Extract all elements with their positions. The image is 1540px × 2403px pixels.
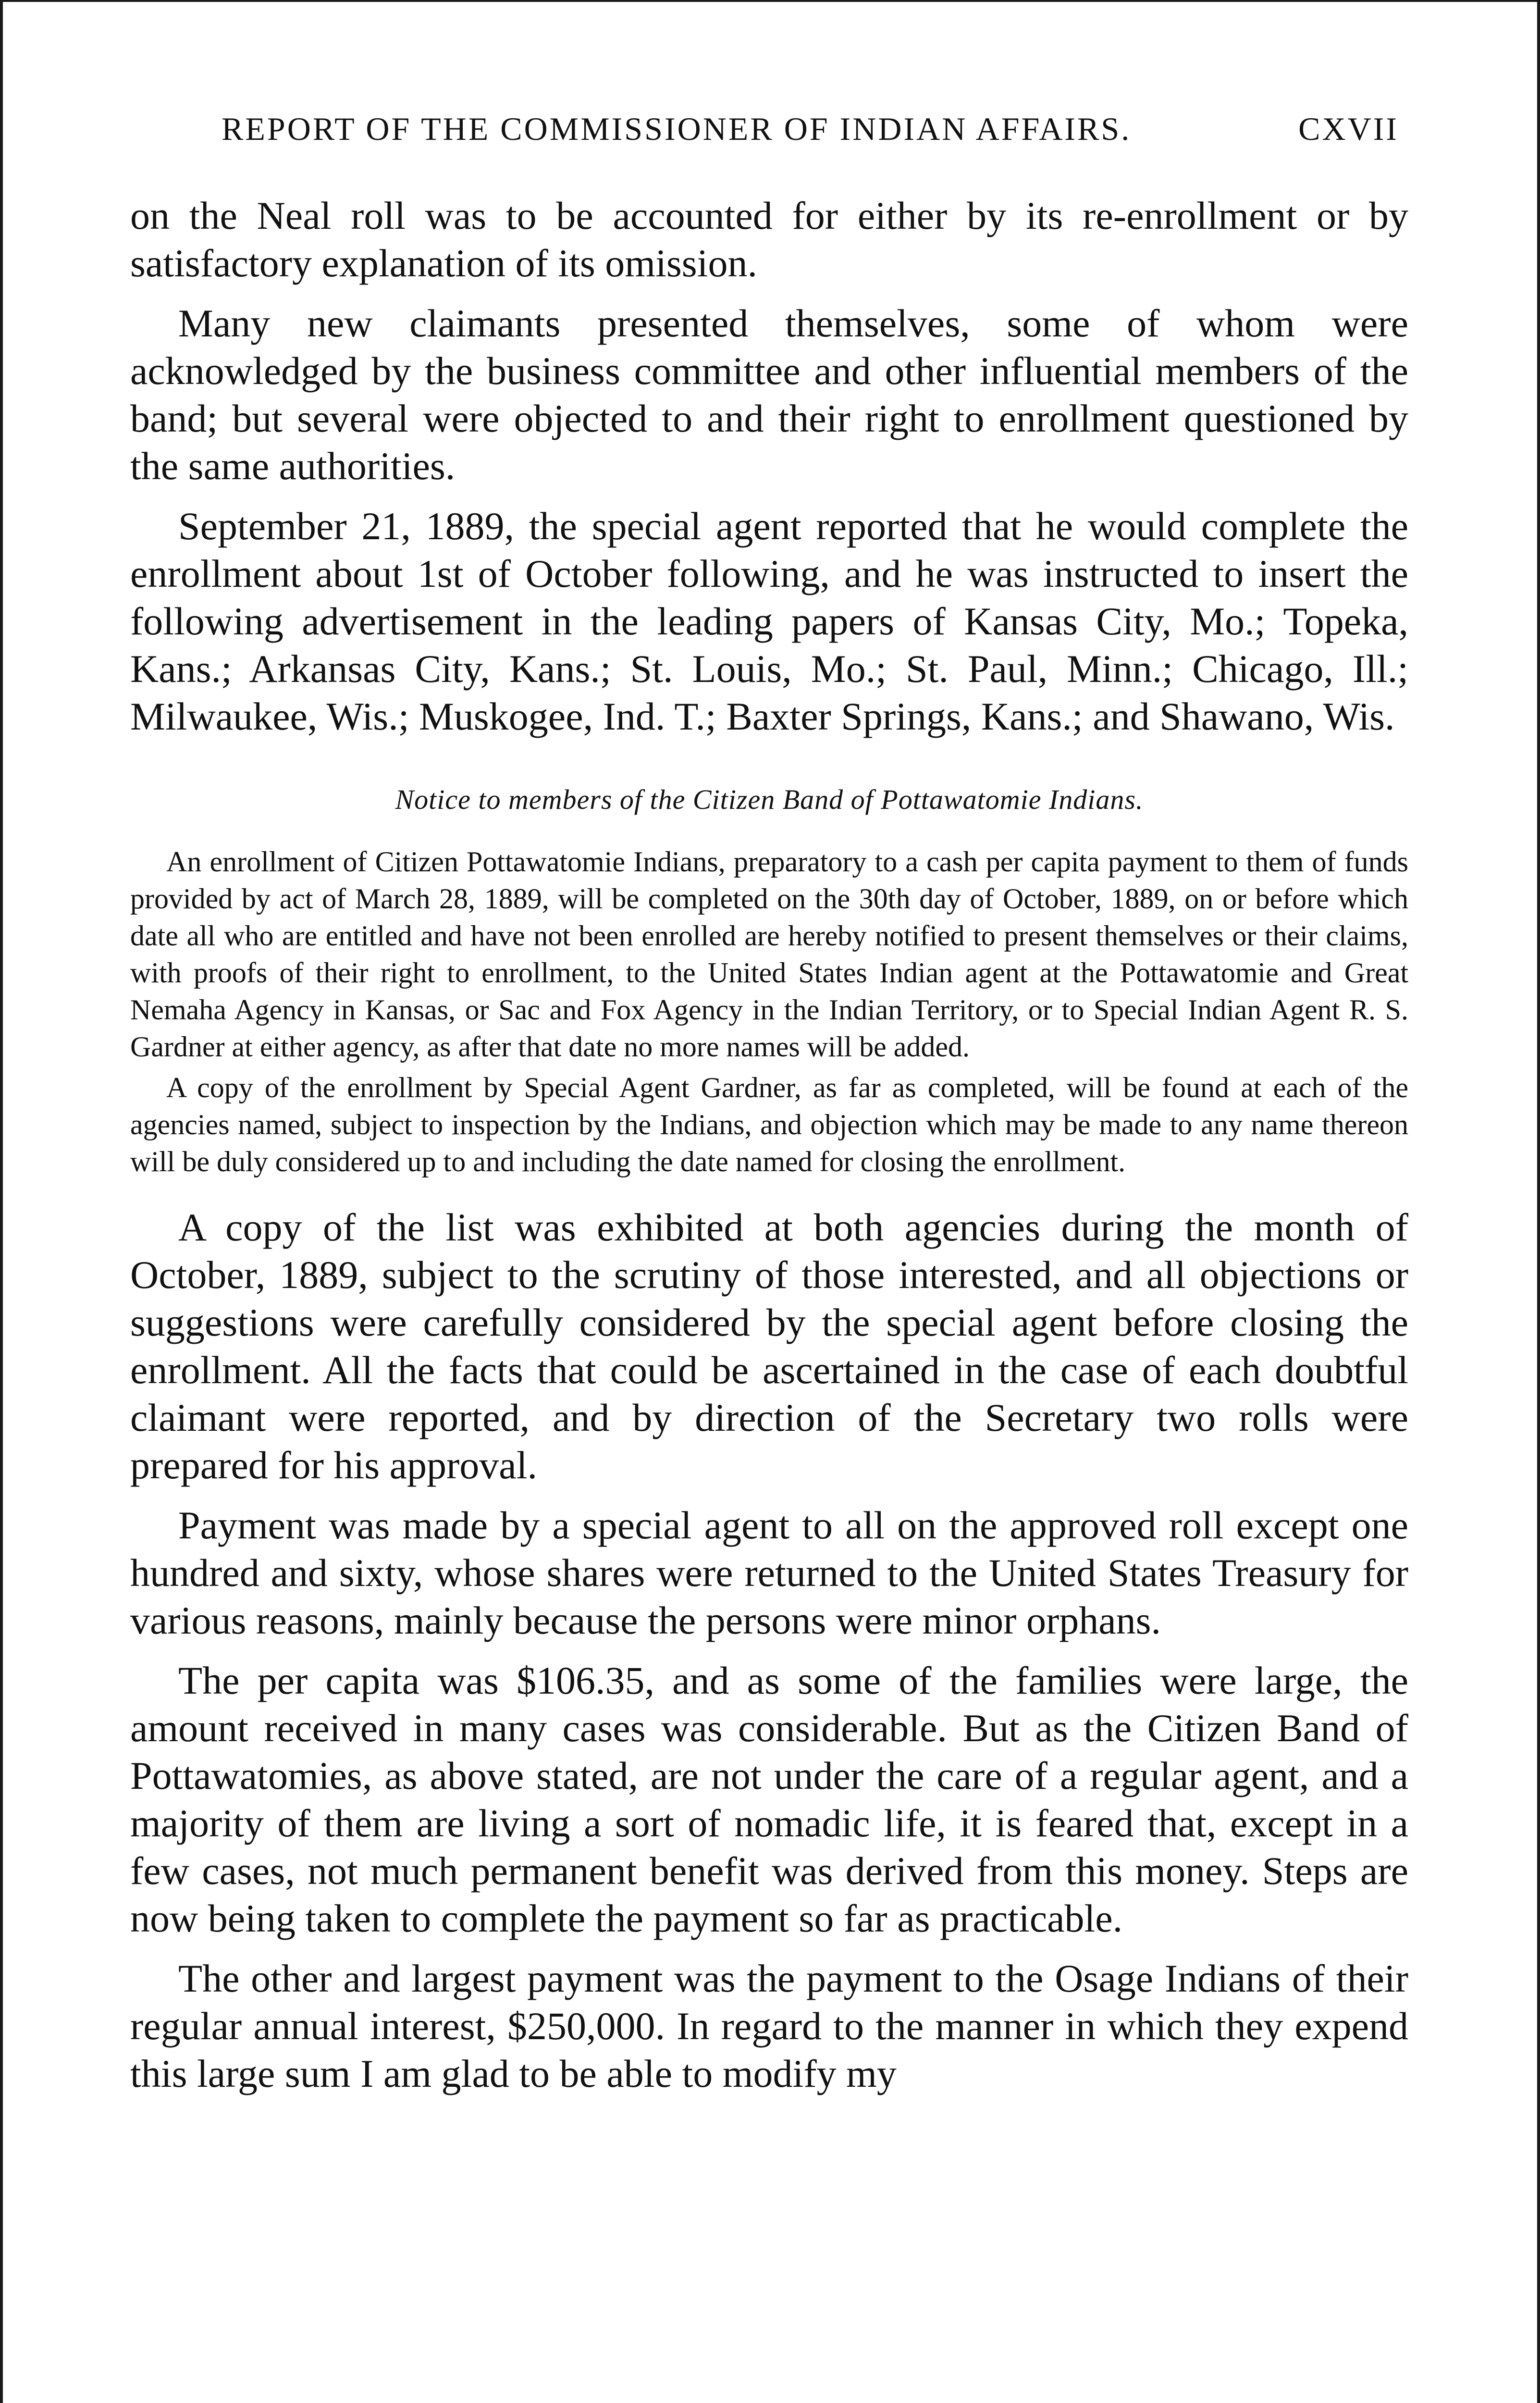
paragraph-payment: Payment was made by a special agent to all on the approved roll except one hundred and sixty, whose shares were returned to the United States Treasury for various reasons, mainly because the persons were minor orphans. [130,1503,1408,1642]
paragraph-per-capita: The per capita was $106.35, and as some of the families were large, the amount received in many cases was considerable. But as the Citizen Band of Pottawatomies, as above stated, are not under the care of a regular agent, and a majority of them are living a sort of nomadic life, it is feared that, except in a few cases, not much permanent benefit was derived from this money. Steps are now being taken to complete the payment so far as practicable. [130,1659,1408,1940]
page-number: CXVII [1298,111,1399,147]
running-header [222,110,1399,163]
notice-paragraph-copy: A copy of the enrollment by Special Agent Gardner, as far as completed, will be found at each of the agencies named, subject to inspection by the Indians, and objection which may be made to any name thereon will be duly considered up to and including the date named for closing the enrollment. [130,1072,1408,1177]
paragraph-new-claimants: Many new claimants presented themselves, some of whom were acknowledged by the business committee and other influential members of the band; but several were objected to and their right to enrollment questioned by the same authorities. [130,301,1408,488]
notice-paragraph-enrollment: An enrollment of Citizen Pottawatomie Indians, preparatory to a cash per capita payment to them of funds provided by act of March 28, 1889, will be completed on the 30th day of October, 1889, on or before which date all who are entitled and have not been enrolled are hereby notified to present themselves or their claims, with proofs of their right to enrollment, to the United States Indian agent at the Pottawatomie and Great Nemaha Agency in Kansas, or Sac and Fox Agency in the Indian Territory, or to Special Indian Agent R. S. Gardner at either agency, as after that date no more names will be added. [130,846,1408,1063]
notice-heading: Notice to members of the Citizen Band of Pottawatomie Indians. [395,784,1144,815]
running-head-title: REPORT OF THE COMMISSIONER OF INDIAN AFFAIRS. [222,111,1132,147]
paragraph-continued: on the Neal roll was to be accounted for either by its re-enrollment or by satisfactory explanation of its omission. [130,194,1408,285]
paragraph-advertisement: September 21, 1889, the special agent reported that he would complete the enrollment about 1st of October following, and he was instructed to insert the following advertisement in the leading papers of Kansas City, Mo.; Topeka, Kans.; Arkansas City, Kans.; St. Louis, Mo.; St. Paul, Minn.; Chicago, Ill.; Milwaukee, Wis.; Muskogee, Ind. T.; Baxter Springs, Kans.; and Shawano, Wis. [130,504,1408,738]
page-body [130,192,1408,2097]
paragraph-list-exhibited: A copy of the list was exhibited at both agencies during the month of October, 1889, subject to the scrutiny of those interested, and all objections or suggestions were carefully considered by the special agent before closing the enrollment. All the facts that could be ascertained in the case of each doubtful claimant were reported, and by direction of the Secretary two rolls were prepared for his approval. [130,1205,1408,1487]
paragraph-osage: The other and largest payment was the payment to the Osage Indians of their regular annual interest, $250,000. In regard to the manner in which they expend this large sum I am glad to be able to modify my [130,1957,1408,2095]
